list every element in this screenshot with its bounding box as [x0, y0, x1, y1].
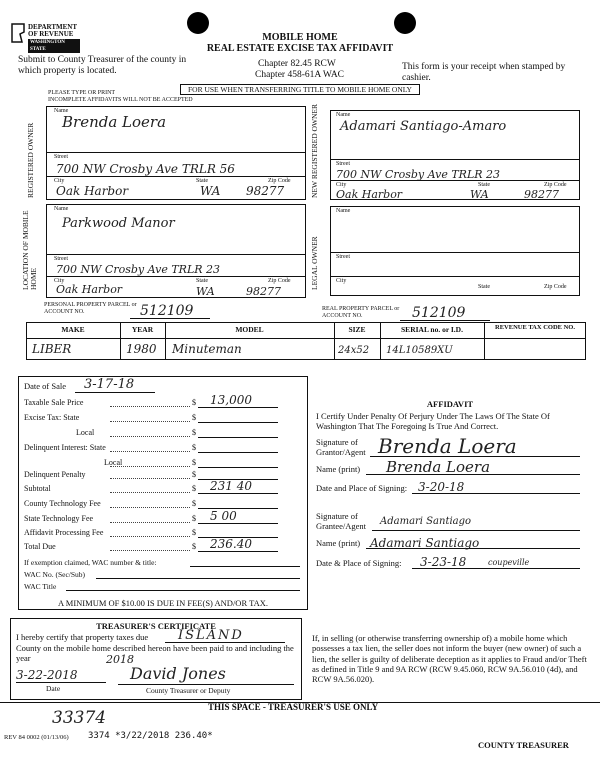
sale-row-label: Delinquent Interest: State	[24, 443, 106, 452]
submit-instructions: Submit to County Treasurer of the county in which property is located.	[18, 55, 187, 76]
date-of-sale: 3-17-18	[84, 377, 135, 392]
amount-line	[198, 523, 278, 524]
leader-dots	[110, 406, 190, 407]
leader-dots	[110, 451, 190, 452]
personal-parcel-no: 512109	[140, 303, 194, 319]
new-zip: 98277	[524, 188, 559, 201]
legal-name-label: Name	[336, 208, 351, 214]
loc-state: WA	[196, 285, 215, 298]
legal-street-label: Street	[336, 254, 350, 260]
grantor-signature: Brenda Loera	[378, 434, 517, 458]
county-treasurer-label: COUNTY TREASURER	[478, 740, 569, 750]
sale-row-label: Local	[104, 458, 123, 467]
real-parcel-label: REAL PROPERTY PARCEL or ACCOUNT NO.	[322, 306, 400, 319]
grantee-signature: Adamari Santiago	[380, 516, 472, 527]
sale-row-label: Subtotal	[24, 484, 51, 493]
loc-city-label: City	[54, 278, 65, 284]
sale-row-label: Taxable Sale Price	[24, 398, 84, 407]
cashier-stamp: 3374 *3/22/2018 236.40*	[88, 731, 213, 741]
grantee-place: coupeville	[488, 558, 530, 567]
treasurer-date: 3-22-2018	[16, 668, 78, 682]
loc-state-label: State	[196, 278, 208, 284]
reg-city: Oak Harbor	[56, 184, 129, 198]
loc-zip: 98277	[246, 285, 281, 298]
reg-city-label: City	[54, 178, 65, 184]
form-subtitle: REAL ESTATE EXCISE TAX AFFIDAVIT	[206, 43, 394, 54]
type-print-note: PLEASE TYPE OR PRINT	[48, 90, 116, 96]
vehicle-model: Minuteman	[172, 342, 242, 356]
leader-dots	[110, 478, 190, 479]
form-title: MOBILE HOME	[262, 32, 338, 43]
grantee-date-label: Date & Place of Signing:	[316, 558, 402, 568]
dollar-sign: $	[192, 443, 196, 452]
treasurer-date-label: Date	[46, 684, 61, 693]
minimum-note: A MINIMUM OF $10.00 IS DUE IN FEE(S) AND/OR TAX.	[57, 598, 269, 608]
amount-line	[198, 422, 278, 423]
amount-line	[198, 467, 278, 468]
dept-line1: DEPARTMENT	[28, 23, 78, 31]
loc-street: 700 NW Crosby Ave TRLR 23	[56, 263, 221, 276]
department-logo	[10, 22, 80, 50]
reg-state-label: State	[196, 178, 208, 184]
amount-line	[198, 437, 278, 438]
grantee-sig-label: Signature of Grantee/Agent	[316, 511, 367, 531]
washington-state-icon	[10, 22, 26, 44]
loc-city: Oak Harbor	[56, 283, 123, 296]
dollar-sign: $	[192, 484, 196, 493]
treasurer-title: TREASURER'S CERTIFICATE	[96, 621, 216, 631]
reg-name-label: Name	[54, 108, 69, 114]
new-name-label: Name	[336, 112, 351, 118]
sale-row-label: Excise Tax: State	[24, 413, 80, 422]
reg-zip-label: Zip Code	[268, 178, 291, 184]
wac-no-label: WAC No. (Sec/Sub)	[24, 570, 86, 579]
treasurer-signature: David Jones	[130, 664, 226, 683]
grantor-name: Brenda Loera	[386, 458, 491, 476]
vehicle-size: 24x52	[338, 345, 370, 356]
dollar-sign: $	[192, 413, 196, 422]
real-parcel-no: 512109	[412, 305, 466, 321]
grantor-name-label: Name (print)	[316, 464, 361, 474]
treasurer-text2: County on the mobile home described hereon have been paid to and including the year	[16, 643, 294, 663]
reg-street-label: Street	[54, 154, 68, 160]
col-model: MODEL	[235, 325, 264, 334]
vehicle-serial: 14L10589XU	[386, 345, 453, 356]
rev-number: REV 84 0002 (01/13/06)	[4, 734, 69, 741]
lien-note: If, in selling (or otherwise transferring ownership of) a mobile home which possesses a tax lien, the seller does not inform the buyer (new owner) of such a lien, the seller is guilty of deliberate deception as it applies to Fraud and/or Theft as defined in Title 9 and 9A RCW (RCW 9.45.060, RCW 9A.56.010 (4d), and RCW 9A.56.020).	[312, 633, 587, 685]
receipt-note: This form is your receipt when stamped by cashier.	[402, 62, 566, 83]
receipt-number: 33374	[52, 708, 107, 728]
dept-line2: OF REVENUE	[28, 30, 74, 38]
sale-row-amount: 5 00	[210, 509, 237, 523]
vehicle-make: LIBER	[32, 342, 72, 356]
legal-city-label: City	[336, 278, 347, 284]
treasurer-sig-label: County Treasurer or Deputy	[146, 686, 231, 695]
legal-zip-label: Zip Code	[544, 284, 567, 290]
date-of-sale-label: Date of Sale	[24, 381, 67, 391]
grantor-date-label: Date and Place of Signing:	[316, 483, 408, 493]
new-street: 700 NW Crosby Ave TRLR 23	[336, 168, 501, 181]
new-city: Oak Harbor	[336, 188, 403, 201]
personal-parcel-label: PERSONAL PROPERTY PARCEL or ACCOUNT NO.	[44, 302, 137, 315]
sale-row-label: Total Due	[24, 542, 56, 551]
reg-name: Brenda Loera	[62, 113, 167, 131]
treasurer-county: ISLAND	[178, 628, 244, 643]
leader-dots	[110, 436, 190, 437]
dollar-sign: $	[192, 470, 196, 479]
punch-hole-left	[187, 12, 209, 34]
grantee-name-label: Name (print)	[316, 538, 361, 548]
new-zip-label: Zip Code	[544, 182, 567, 188]
leader-dots	[110, 492, 190, 493]
sale-row-amount: 231 40	[210, 479, 252, 493]
chapter-wac: Chapter 458-61A WAC	[255, 70, 345, 80]
leader-dots	[110, 466, 190, 467]
sale-row-amount: 236.40	[210, 537, 252, 551]
legal-owner-label: LEGAL OWNER	[310, 236, 319, 290]
transfer-banner: FOR USE WHEN TRANSFERRING TITLE TO MOBILE HOME ONLY	[180, 84, 420, 95]
new-owner-label: NEW REGISTERED OWNER	[310, 103, 319, 198]
affidavit-certify: I Certify Under Penalty Of Perjury Under The Laws Of The State Of Washington That The Foregoing Is True And Correct.	[316, 411, 550, 431]
incomplete-note: INCOMPLETE AFFIDAVITS WILL NOT BE ACCEPTED	[48, 97, 193, 103]
sale-row-label: State Technology Fee	[24, 514, 94, 523]
dollar-sign: $	[192, 398, 196, 407]
leader-dots	[110, 421, 190, 422]
new-state-label: State	[478, 182, 490, 188]
treasurer-text1: I hereby certify that property taxes due	[16, 632, 149, 642]
sale-row-label: Affidavit Processing Fee	[24, 528, 104, 537]
registered-owner-label: REGISTERED OWNER	[26, 122, 35, 198]
col-taxcode: REVENUE TAX CODE NO.	[495, 324, 575, 331]
col-year: YEAR	[131, 325, 154, 334]
col-make: MAKE	[61, 325, 85, 334]
dollar-sign: $	[192, 458, 196, 467]
dollar-sign: $	[192, 428, 196, 437]
dept-line3: WASHINGTON STATE	[28, 39, 80, 53]
legal-owner-box	[330, 206, 580, 296]
amount-line	[198, 407, 278, 408]
grantee-date: 3-23-18	[420, 555, 467, 569]
col-serial: SERIAL no. or I.D.	[401, 325, 463, 334]
reg-state: WA	[200, 184, 221, 198]
new-state: WA	[470, 188, 489, 201]
chapter-rcw: Chapter 82.45 RCW	[258, 59, 336, 69]
grantor-date: 3-20-18	[418, 480, 465, 494]
loc-street-label: Street	[54, 256, 68, 262]
col-size: SIZE	[348, 325, 366, 334]
amount-line	[198, 493, 278, 494]
reg-street: 700 NW Crosby Ave TRLR 56	[56, 162, 235, 176]
leader-dots	[110, 507, 190, 508]
treasurer-use-label: THIS SPACE - TREASURER'S USE ONLY	[208, 702, 379, 712]
location-label: LOCATION OF MOBILE HOME	[21, 210, 38, 290]
loc-name: Parkwood Manor	[62, 216, 175, 231]
loc-zip-label: Zip Code	[268, 278, 291, 284]
grantee-name: Adamari Santiago	[370, 536, 480, 550]
reg-zip: 98277	[246, 184, 285, 198]
loc-name-label: Name	[54, 206, 69, 212]
wac-title-label: WAC Title	[24, 582, 57, 591]
affidavit-title: AFFIDAVIT	[426, 399, 474, 409]
leader-dots	[110, 536, 190, 537]
dollar-sign: $	[192, 499, 196, 508]
new-street-label: Street	[336, 161, 350, 167]
punch-hole-right	[394, 12, 416, 34]
amount-line	[198, 551, 278, 552]
new-city-label: City	[336, 182, 347, 188]
leader-dots	[110, 550, 190, 551]
sale-row-amount: 13,000	[210, 393, 252, 407]
leader-dots	[110, 522, 190, 523]
vehicle-year: 1980	[126, 342, 157, 356]
sale-row-label: Local	[76, 428, 95, 437]
treasurer-year: 2018	[106, 653, 134, 666]
exemption-label: If exemption claimed, WAC number & title:	[24, 558, 157, 567]
sale-row-label: Delinquent Penalty	[24, 470, 86, 479]
grantor-sig-label: Signature of Grantor/Agent	[316, 437, 366, 457]
dollar-sign: $	[192, 514, 196, 523]
legal-state-label: State	[478, 284, 490, 290]
amount-line	[198, 452, 278, 453]
dollar-sign: $	[192, 542, 196, 551]
sale-row-label: County Technology Fee	[24, 499, 101, 508]
new-name: Adamari Santiago-Amaro	[340, 119, 507, 134]
dollar-sign: $	[192, 528, 196, 537]
